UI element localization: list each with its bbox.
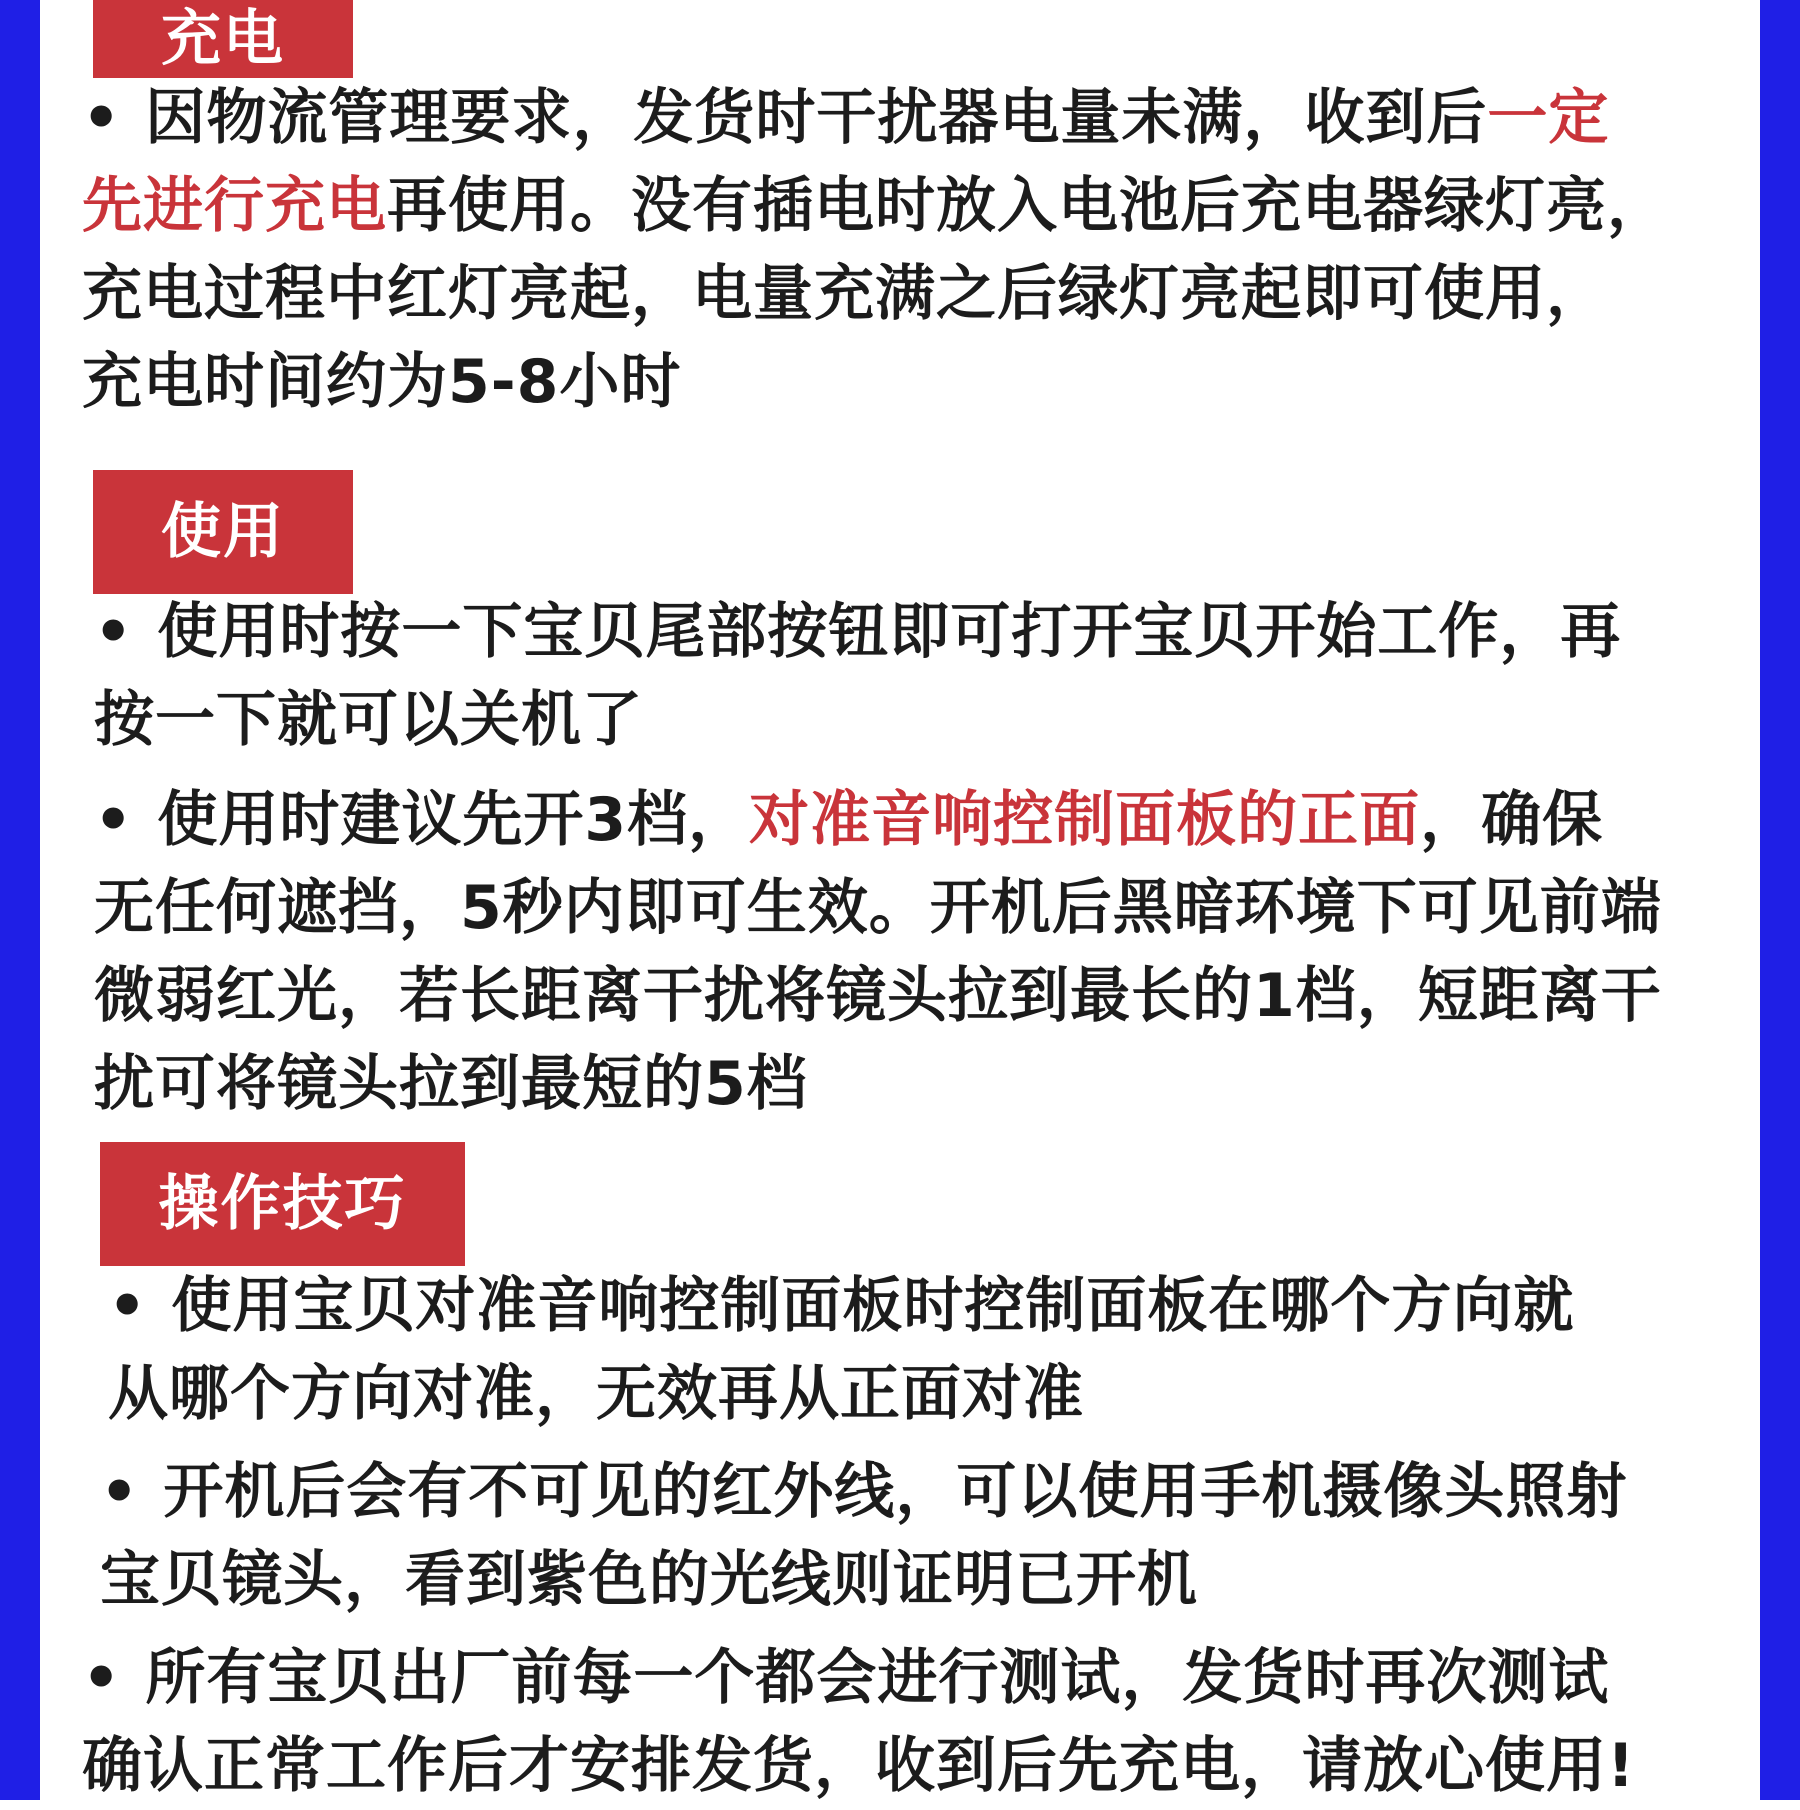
usage-paragraph-gear [94, 776, 1662, 1128]
paragraph-line [82, 162, 1668, 250]
text-segment: 再使用。没有插电时放入电池后充电器绿灯亮， [387, 171, 1668, 241]
highlight-text: 先进行充电 [82, 171, 387, 241]
paragraph-line [82, 74, 1668, 162]
section-header-usage [93, 470, 353, 594]
paragraph-line: 充电过程中红灯亮起，电量充满之后绿灯亮起即可使用， [82, 259, 1607, 329]
charging-paragraph [82, 74, 1668, 426]
bullet-icon: • [108, 1271, 148, 1341]
usage-paragraph-power [94, 588, 1621, 764]
paragraph-line: 确认正常工作后才安排发货，收到后先充电，请放心使用! [82, 1731, 1636, 1801]
section-title-usage: 使用 [161, 497, 285, 567]
highlight-text: 对准音响控制面板的正面 [749, 785, 1421, 855]
paragraph-line: 宝贝镜头，看到紫色的光线则证明已开机 [100, 1545, 1198, 1615]
tips-paragraph-infrared [100, 1448, 1627, 1624]
bullet-icon: • [94, 597, 134, 667]
tips-paragraph-testing [82, 1634, 1635, 1810]
paragraph-line [100, 1448, 1627, 1536]
paragraph-line [82, 1634, 1635, 1722]
text-segment: 使用时建议先开3档， [157, 785, 750, 855]
section-title-charging: 充电 [161, 4, 285, 74]
text-segment: 因物流管理要求，发货时干扰器电量未满，收到后 [145, 83, 1488, 153]
paragraph-line: 无任何遮挡，5秒内即可生效。开机后黑暗环境下可见前端 [94, 873, 1662, 943]
text-segment: 所有宝贝出厂前每一个都会进行测试，发货时再次测试 [145, 1643, 1610, 1713]
section-header-tips [100, 1142, 465, 1266]
paragraph-line: 扰可将镜头拉到最短的5档 [94, 1049, 808, 1119]
paragraph-line [108, 1262, 1574, 1350]
paragraph-line: 从哪个方向对准，无效再从正面对准 [108, 1359, 1084, 1429]
tips-paragraph-direction [108, 1262, 1574, 1438]
text-segment: 使用宝贝对准音响控制面板时控制面板在哪个方向就 [171, 1271, 1575, 1341]
paragraph-line [94, 588, 1621, 676]
text-segment: ，确保 [1420, 785, 1604, 855]
paragraph-line: 充电时间约为5-8小时 [82, 347, 682, 417]
bullet-icon: • [82, 83, 122, 153]
right-blue-border [1760, 0, 1800, 1800]
paragraph-line [94, 776, 1662, 864]
bullet-icon: • [82, 1643, 122, 1713]
paragraph-line: 微弱红光，若长距离干扰将镜头拉到最长的1档，短距离干 [94, 961, 1662, 1031]
paragraph-line: 按一下就可以关机了 [94, 685, 643, 755]
section-title-tips: 操作技巧 [158, 1169, 407, 1239]
section-header-charging [93, 0, 353, 78]
text-segment: 开机后会有不可见的红外线，可以使用手机摄像头照射 [163, 1457, 1628, 1527]
bullet-icon: • [100, 1457, 140, 1527]
text-segment: 使用时按一下宝贝尾部按钮即可打开宝贝开始工作，再 [157, 597, 1622, 667]
highlight-text: 一定 [1487, 83, 1610, 153]
bullet-icon: • [94, 785, 134, 855]
left-blue-border [0, 0, 40, 1800]
